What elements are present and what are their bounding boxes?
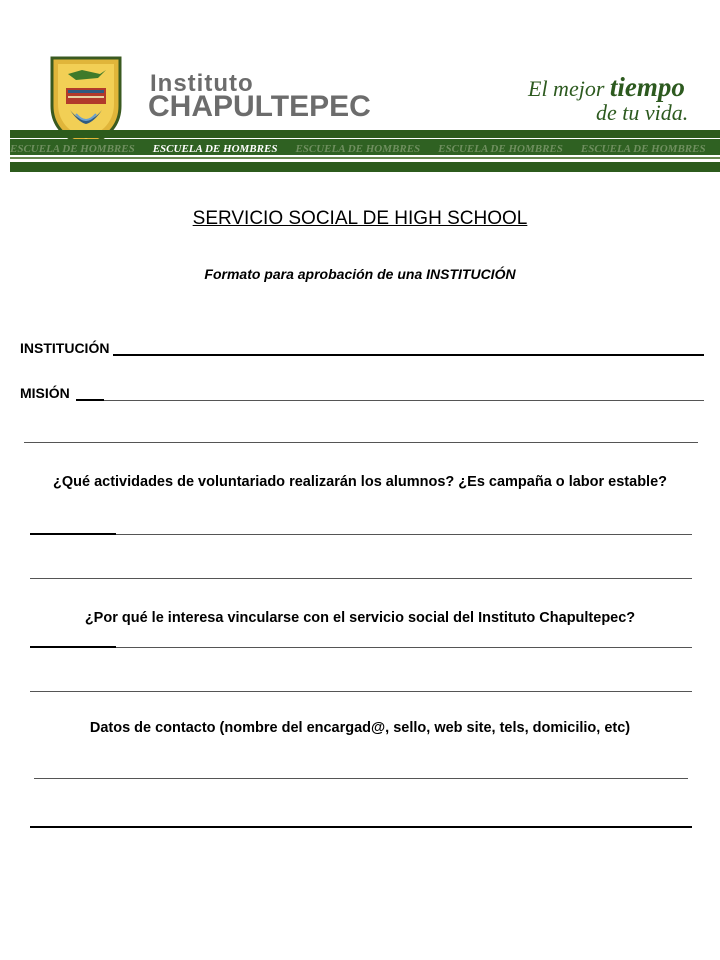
question-interest: ¿Por qué le interesa vincularse con el servicio social del Instituto Chapultepec? — [84, 610, 636, 626]
header-band-bottom — [10, 162, 720, 172]
institucion-label: INSTITUCIÓN — [20, 340, 110, 356]
band-text: ESCUELA DE HOMBRES — [580, 143, 706, 155]
band-text: ESCUELA DE HOMBRES — [438, 143, 563, 155]
header-band-top — [10, 130, 720, 138]
activities-blank-line2[interactable] — [30, 578, 692, 579]
mision-label: MISIÓN — [20, 385, 70, 401]
mision-field[interactable] — [20, 385, 704, 401]
header-band-divider — [10, 157, 720, 159]
page-header — [0, 0, 720, 175]
header-band — [10, 139, 720, 155]
brand-name-line2: CHAPULTEPEC — [148, 90, 371, 123]
interest-blank-line1[interactable] — [116, 647, 692, 648]
institucion-blank[interactable] — [113, 342, 704, 356]
institucion-field[interactable] — [20, 340, 704, 356]
form-title: SERVICIO SOCIAL DE HIGH SCHOOL — [192, 208, 528, 229]
band-text: ESCUELA DE HOMBRES — [295, 143, 421, 155]
slogan-emphasis: tiempo — [609, 72, 685, 102]
band-text: ESCUELA DE HOMBRES — [152, 143, 278, 155]
band-text: ESCUELA DE HOMBRES — [10, 143, 135, 155]
interest-blank-start — [30, 646, 116, 648]
brand-name-line1: Instituto — [150, 70, 254, 97]
question-contact: Datos de contacto (nombre del encargad@, sello, web site, tels, domicilio, etc) — [89, 720, 631, 736]
form-subtitle: Formato para aprobación de una INSTITUCIÓN — [204, 266, 516, 282]
contact-blank-line2[interactable] — [30, 826, 692, 828]
interest-blank-line2[interactable] — [30, 691, 692, 692]
mision-blank-start — [76, 387, 104, 401]
slogan-line1: El mejor tiempo — [528, 72, 685, 102]
contact-blank-line1[interactable] — [34, 778, 688, 779]
question-activities: ¿Qué actividades de voluntariado realizarán los alumnos? ¿Es campaña o labor estable? — [52, 474, 667, 490]
mision-blank-line2[interactable] — [24, 442, 698, 443]
activities-blank-start — [30, 533, 116, 535]
mision-blank[interactable] — [104, 388, 704, 401]
slogan-line2: de tu vida. — [596, 100, 689, 125]
activities-blank-line1[interactable] — [116, 534, 692, 535]
